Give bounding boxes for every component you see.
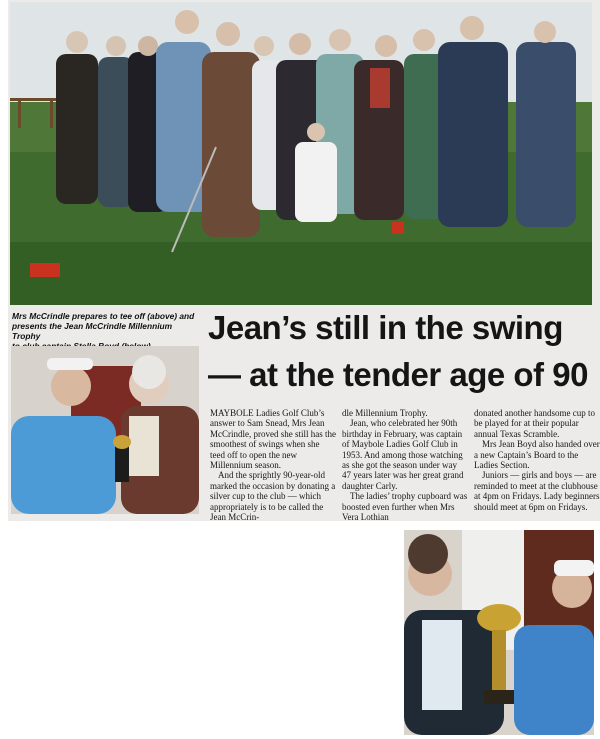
article-paragraph: Juniors — girls and boys — are reminded to meet at the clubhouse at 4pm on Fridays. Lady beginners should meet at 6pm on Fridays.	[474, 470, 600, 512]
headline-line-1: Jean’s still in the swing	[208, 309, 563, 346]
article-column-3	[474, 408, 600, 512]
captain-trophy-photo	[404, 530, 594, 735]
caption-line: presents the Jean McCrindle Millennium Trophy	[12, 321, 173, 341]
article-paragraph: The ladies’ trophy cupboard was boosted even further when Mrs Vera Lothian	[342, 491, 468, 523]
article-paragraph: Mrs Jean Boyd also handed over a new Captain’s Board to the Ladies Section.	[474, 439, 600, 471]
article-paragraph: MAYBOLE Ladies Golf Club’s answer to Sam Snead, Mrs Jean McCrindle, proved she still has the smoothest of swings when she teed off to open the new Millennium season.	[210, 408, 336, 471]
trophy-presentation-photo	[11, 346, 199, 514]
photo-caption	[12, 311, 202, 351]
article-column-2	[342, 408, 468, 522]
article-paragraph: donated another handsome cup to be played for at their popular annual Texas Scramble.	[474, 408, 595, 439]
article-paragraph: Jean, who celebrated her 90th birthday in February, was captain of Maybole Ladies Golf Club in 1953. And among those watching as she got the season under way 47 years later was her great grand daughter Carly.	[342, 418, 464, 491]
article-paragraph: And the sprightly 90-year-old marked the occasion by donating a silver cup to the club — which appropriately is to be called the Jean McCrin-	[210, 470, 336, 523]
article-paragraph: dle Millennium Trophy.	[342, 408, 428, 418]
article-column-1	[210, 408, 336, 522]
group-golf-photo	[10, 2, 592, 305]
headline-line-2: — at the tender age of 90	[208, 356, 588, 393]
caption-line: Mrs McCrindle prepares to tee off (above) and	[12, 311, 195, 321]
